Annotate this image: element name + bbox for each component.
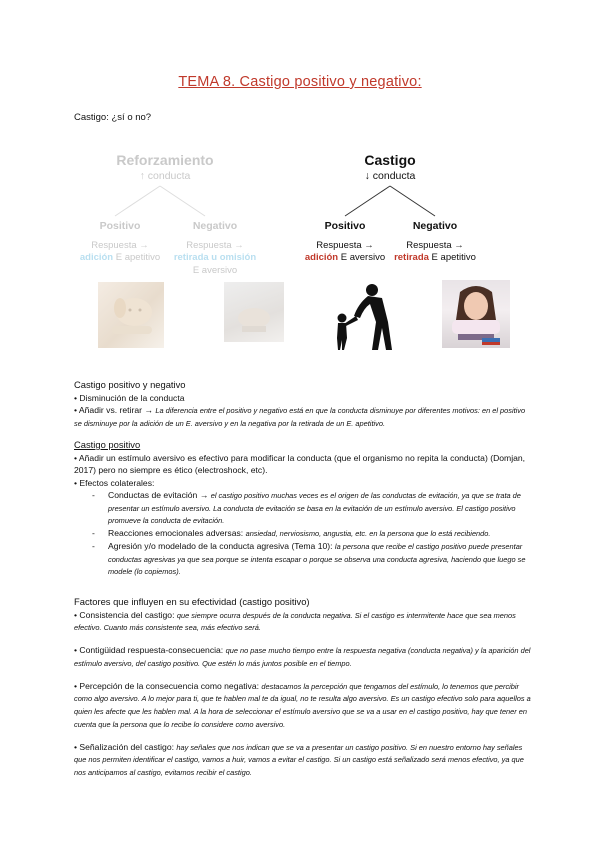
factor	[74, 680, 534, 731]
factor-lead: • Contigüidad respuesta-consecuencia:	[74, 645, 226, 656]
rest-text: E apetitivo	[428, 252, 476, 264]
adult-scolding-child-image	[332, 282, 408, 352]
bullet-lead: • Añadir vs. retirar →	[74, 405, 156, 416]
factor	[74, 609, 534, 634]
factor	[74, 644, 534, 669]
girl-icon	[442, 280, 510, 348]
sub-item	[74, 540, 534, 578]
item-italic: ansiedad, nerviosismo, angustia, etc. en la persona que lo está recibiendo.	[245, 529, 491, 539]
punishment-title: Castigo	[364, 152, 416, 168]
resp-text: Respuesta →	[91, 240, 149, 251]
factor	[74, 741, 534, 779]
factor-italic: que siempre ocurra después de la conducta negativa. Si el castigo es intermitente hace que sea menos efectivo. Cuanto más consistente sea, más efectivo será.	[74, 610, 516, 633]
item-italic: el castigo positivo muchas veces es el origen de las conductas de evitación, ya que se trata de presentar un estímulo aversivo. La conducta de evitación se basa en la evitación de un estímulo aversivo. El castigo positivo promueve la conducta de evitación.	[108, 490, 521, 526]
accent-word: adición	[79, 252, 114, 264]
accent-word: adición	[304, 252, 339, 264]
intro-question: Castigo: ¿sí o no?	[74, 112, 152, 123]
bullet: • Disminución de la conducta	[74, 392, 185, 403]
punishment-positive-desc	[295, 240, 395, 265]
rest-text: E apetitivo	[113, 252, 161, 264]
dog-photo	[98, 282, 164, 348]
reinforcement-sub: ↑ conducta	[139, 170, 191, 182]
dog-icon	[98, 282, 164, 348]
factor-italic: hay señales que nos indican que se va a presentar un castigo positivo. Si en nuestro entorno hay señales que nos permiten identificar el castigo, vamos a huir, vamos a evitar el castigo. Si un castigo está señalizado será menos efectivo, ya que nos anticipamos al castigo, evitamos recibir el castigo.	[74, 742, 524, 777]
punishment-negative-desc	[385, 240, 485, 265]
factor-lead: • Consistencia del castigo:	[74, 609, 177, 620]
hand-photo	[224, 282, 284, 342]
dash: -	[92, 540, 95, 551]
silhouette-icon	[332, 282, 408, 352]
reinforcement-positive-label: Positivo	[99, 220, 141, 232]
bullet	[74, 404, 534, 429]
accent-word: retirada	[394, 252, 429, 264]
page-title: TEMA 8. Castigo positivo y negativo:	[178, 74, 422, 90]
item-italic: la persona que recibe el castigo positivo puede presentar conductas agresivas ya que sea porque se intenta escapar o porque se observa una conducta agresiva, haciendo que luego se modele (lo copiemos).	[108, 541, 526, 577]
section-castigo-positivo	[74, 438, 534, 578]
reinforcement-title: Reforzamiento	[116, 152, 214, 168]
factor-lead: • Señalización del castigo:	[74, 741, 177, 752]
rest-text: E aversivo	[192, 264, 238, 276]
accent-word: retirada u omisión	[173, 252, 257, 264]
reinforcement-negative-label: Negativo	[192, 220, 238, 232]
reinforcement-punishment-diagram	[70, 148, 530, 368]
item-lead: Agresión y/o modelado de la conducta agresiva (Tema 10):	[108, 540, 335, 551]
factor-italic: destacamos la percepción que tengamos del estímulo, lo tenemos que percibir como algo aversivo. A lo mejor para ti, que te hablen mal te da igual, no te resulta algo aversivo. Es un castigo efectivo solo para aquellos a quien les afecte que les hablen mal. A la hora de seleccionar el estímulo aversivo que se va a usar en el castigo positivo, hay que tener en cuenta que la persona que lo recibe lo considere como aversivo.	[74, 681, 531, 729]
reinf-line-right	[160, 186, 205, 216]
resp-text: Respuesta →	[406, 240, 464, 251]
dash: -	[92, 489, 95, 500]
bullet-italic: La diferencia entre el positivo y negativo está en que la conducta disminuye por diferentes motivos: en el positivo se disminuye por la adición de un E. aversivo y en la negativa por la retirada de un E. apetitivo.	[74, 406, 526, 428]
rest-text: E aversivo	[338, 252, 386, 264]
bullet: • Añadir un estímulo aversivo es efectivo para modificar la conducta (que el organismo no repita la conducta) (Domjan, 2017) pero no siempre es ético (electroshock, etc).	[74, 452, 526, 476]
castigo-line-right	[390, 186, 435, 216]
bullet: • Efectos colaterales:	[74, 477, 155, 488]
sub-item	[74, 527, 534, 540]
item-lead: Conductas de evitación →	[108, 489, 211, 500]
section-heading: Castigo positivo	[74, 439, 141, 450]
factor-italic: que no pase mucho tiempo entre la respuesta negativa (conducta negativa) y la aparición del estímulo aversivo, del castigo positivo. Que estén lo más juntos posible en el tiempo.	[74, 646, 531, 668]
section-factores	[74, 595, 534, 779]
section-heading: Castigo positivo y negativo	[74, 379, 186, 390]
punishment-negative-label: Negativo	[412, 220, 458, 232]
castigo-line-left	[345, 186, 390, 216]
punishment-positive-label: Positivo	[324, 220, 366, 232]
section-heading: Factores que influyen en su efectividad (castigo positivo)	[74, 596, 310, 607]
reinforcement-positive-desc	[70, 240, 170, 265]
resp-text: Respuesta →	[186, 240, 244, 251]
sub-item	[74, 489, 534, 527]
reinforcement-negative-desc	[165, 240, 265, 277]
reinf-line-left	[115, 186, 160, 216]
item-lead: Reacciones emocionales adversas:	[108, 528, 246, 539]
section-castigo-pos-neg	[74, 378, 534, 430]
factor-lead: • Percepción de la consecuencia como negativa:	[74, 680, 262, 691]
punishment-sub: ↓ conducta	[364, 170, 416, 182]
sad-girl-photo	[442, 280, 510, 348]
resp-text: Respuesta →	[316, 240, 374, 251]
hand-icon	[224, 282, 284, 342]
dash: -	[92, 528, 95, 539]
